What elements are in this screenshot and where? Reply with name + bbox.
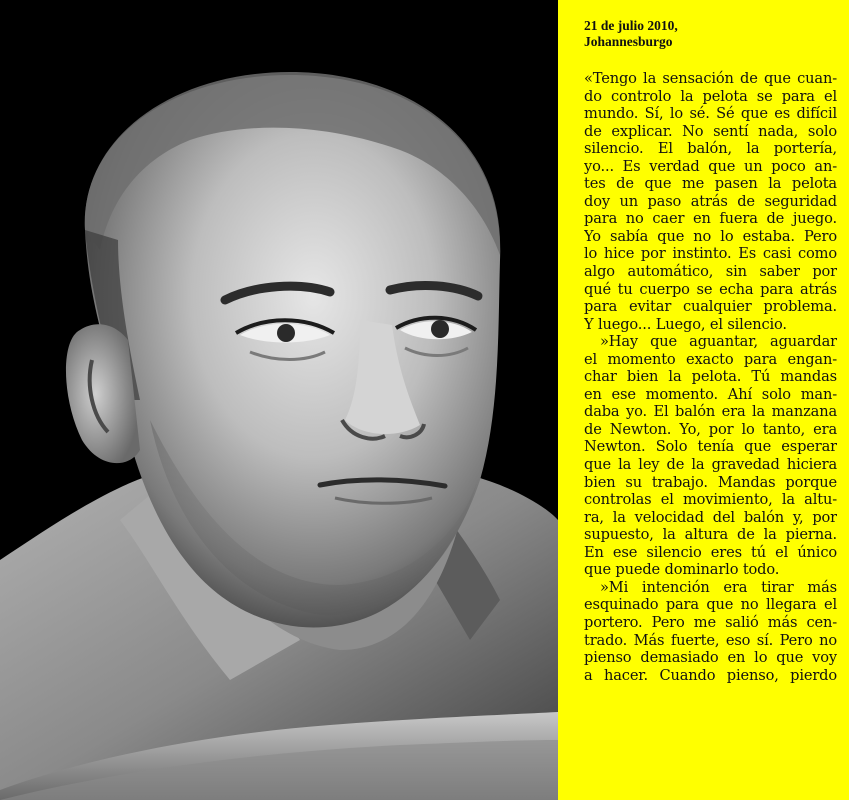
article-line: lo hice por instinto. Es casi como: [584, 245, 837, 263]
article-line: »Hay que aguantar, aguardar: [600, 333, 837, 351]
article-line: a hacer. Cuando pienso, pierdo: [584, 666, 837, 684]
article-line: portero. Pero me salió más cen-: [584, 613, 837, 631]
article-line: de Newton. Yo, por lo tanto, era: [584, 420, 837, 438]
article-line: yo... Es verdad que un poco an-: [584, 157, 837, 175]
article-line: en ese momento. Ahí solo man-: [584, 385, 837, 403]
article-line: que puede dominarlo todo.: [584, 561, 780, 579]
article-line: el momento exacto para engan-: [584, 350, 837, 368]
article-line: esquinado para que no llegara el: [584, 596, 837, 614]
article-line: controlas el movimiento, la altu-: [584, 491, 837, 509]
article-line: Yo sabía que no lo estaba. Pero: [584, 227, 837, 245]
article-line: silencio. El balón, la portería,: [584, 140, 837, 158]
article-line: pienso demasiado en lo que voy: [584, 649, 837, 667]
article-line: trado. Más fuerte, eso sí. Pero no: [584, 631, 837, 649]
article-line: Newton. Solo tenía que esperar: [584, 438, 837, 456]
article-line: qué tu cuerpo se echa para atrás: [584, 280, 837, 298]
article-line: que la ley de la gravedad hiciera: [584, 456, 837, 474]
article-line: mundo. Sí, lo sé. Sé que es difícil: [584, 105, 837, 123]
article-line: bien su trabajo. Mandas porque: [584, 473, 837, 491]
article-line: doy un paso atrás de seguridad: [584, 192, 837, 210]
article-line: char bien la pelota. Tú mandas: [584, 368, 837, 386]
article-line: »Mi intención era tirar más: [600, 578, 837, 596]
article-line: para evitar cualquier problema.: [584, 298, 837, 316]
article-line: de explicar. No sentí nada, solo: [584, 122, 837, 140]
article-column: [558, 0, 849, 800]
article-line: daba yo. El balón era la manzana: [584, 403, 837, 421]
article-line: Y luego... Luego, el silencio.: [584, 315, 787, 333]
article-line: ra, la velocidad del balón y, por: [584, 508, 837, 526]
article-line: para no caer en fuera de juego.: [584, 210, 837, 228]
article-line: do controlo la pelota se para el: [584, 87, 837, 105]
article-line: tes de que me pasen la pelota: [584, 175, 837, 193]
dateline-date: 21 de julio 2010,: [584, 18, 678, 33]
article-line: «Tengo la sensación de que cuan-: [584, 70, 837, 87]
article-line: algo automático, sin saber por: [584, 263, 837, 281]
article-line: En ese silencio eres tú el único: [584, 543, 837, 561]
article-line: supuesto, la altura de la pierna.: [584, 526, 837, 544]
dateline: [584, 18, 837, 50]
article-body: [584, 70, 837, 684]
dateline-place: Johannesburgo: [584, 34, 673, 49]
